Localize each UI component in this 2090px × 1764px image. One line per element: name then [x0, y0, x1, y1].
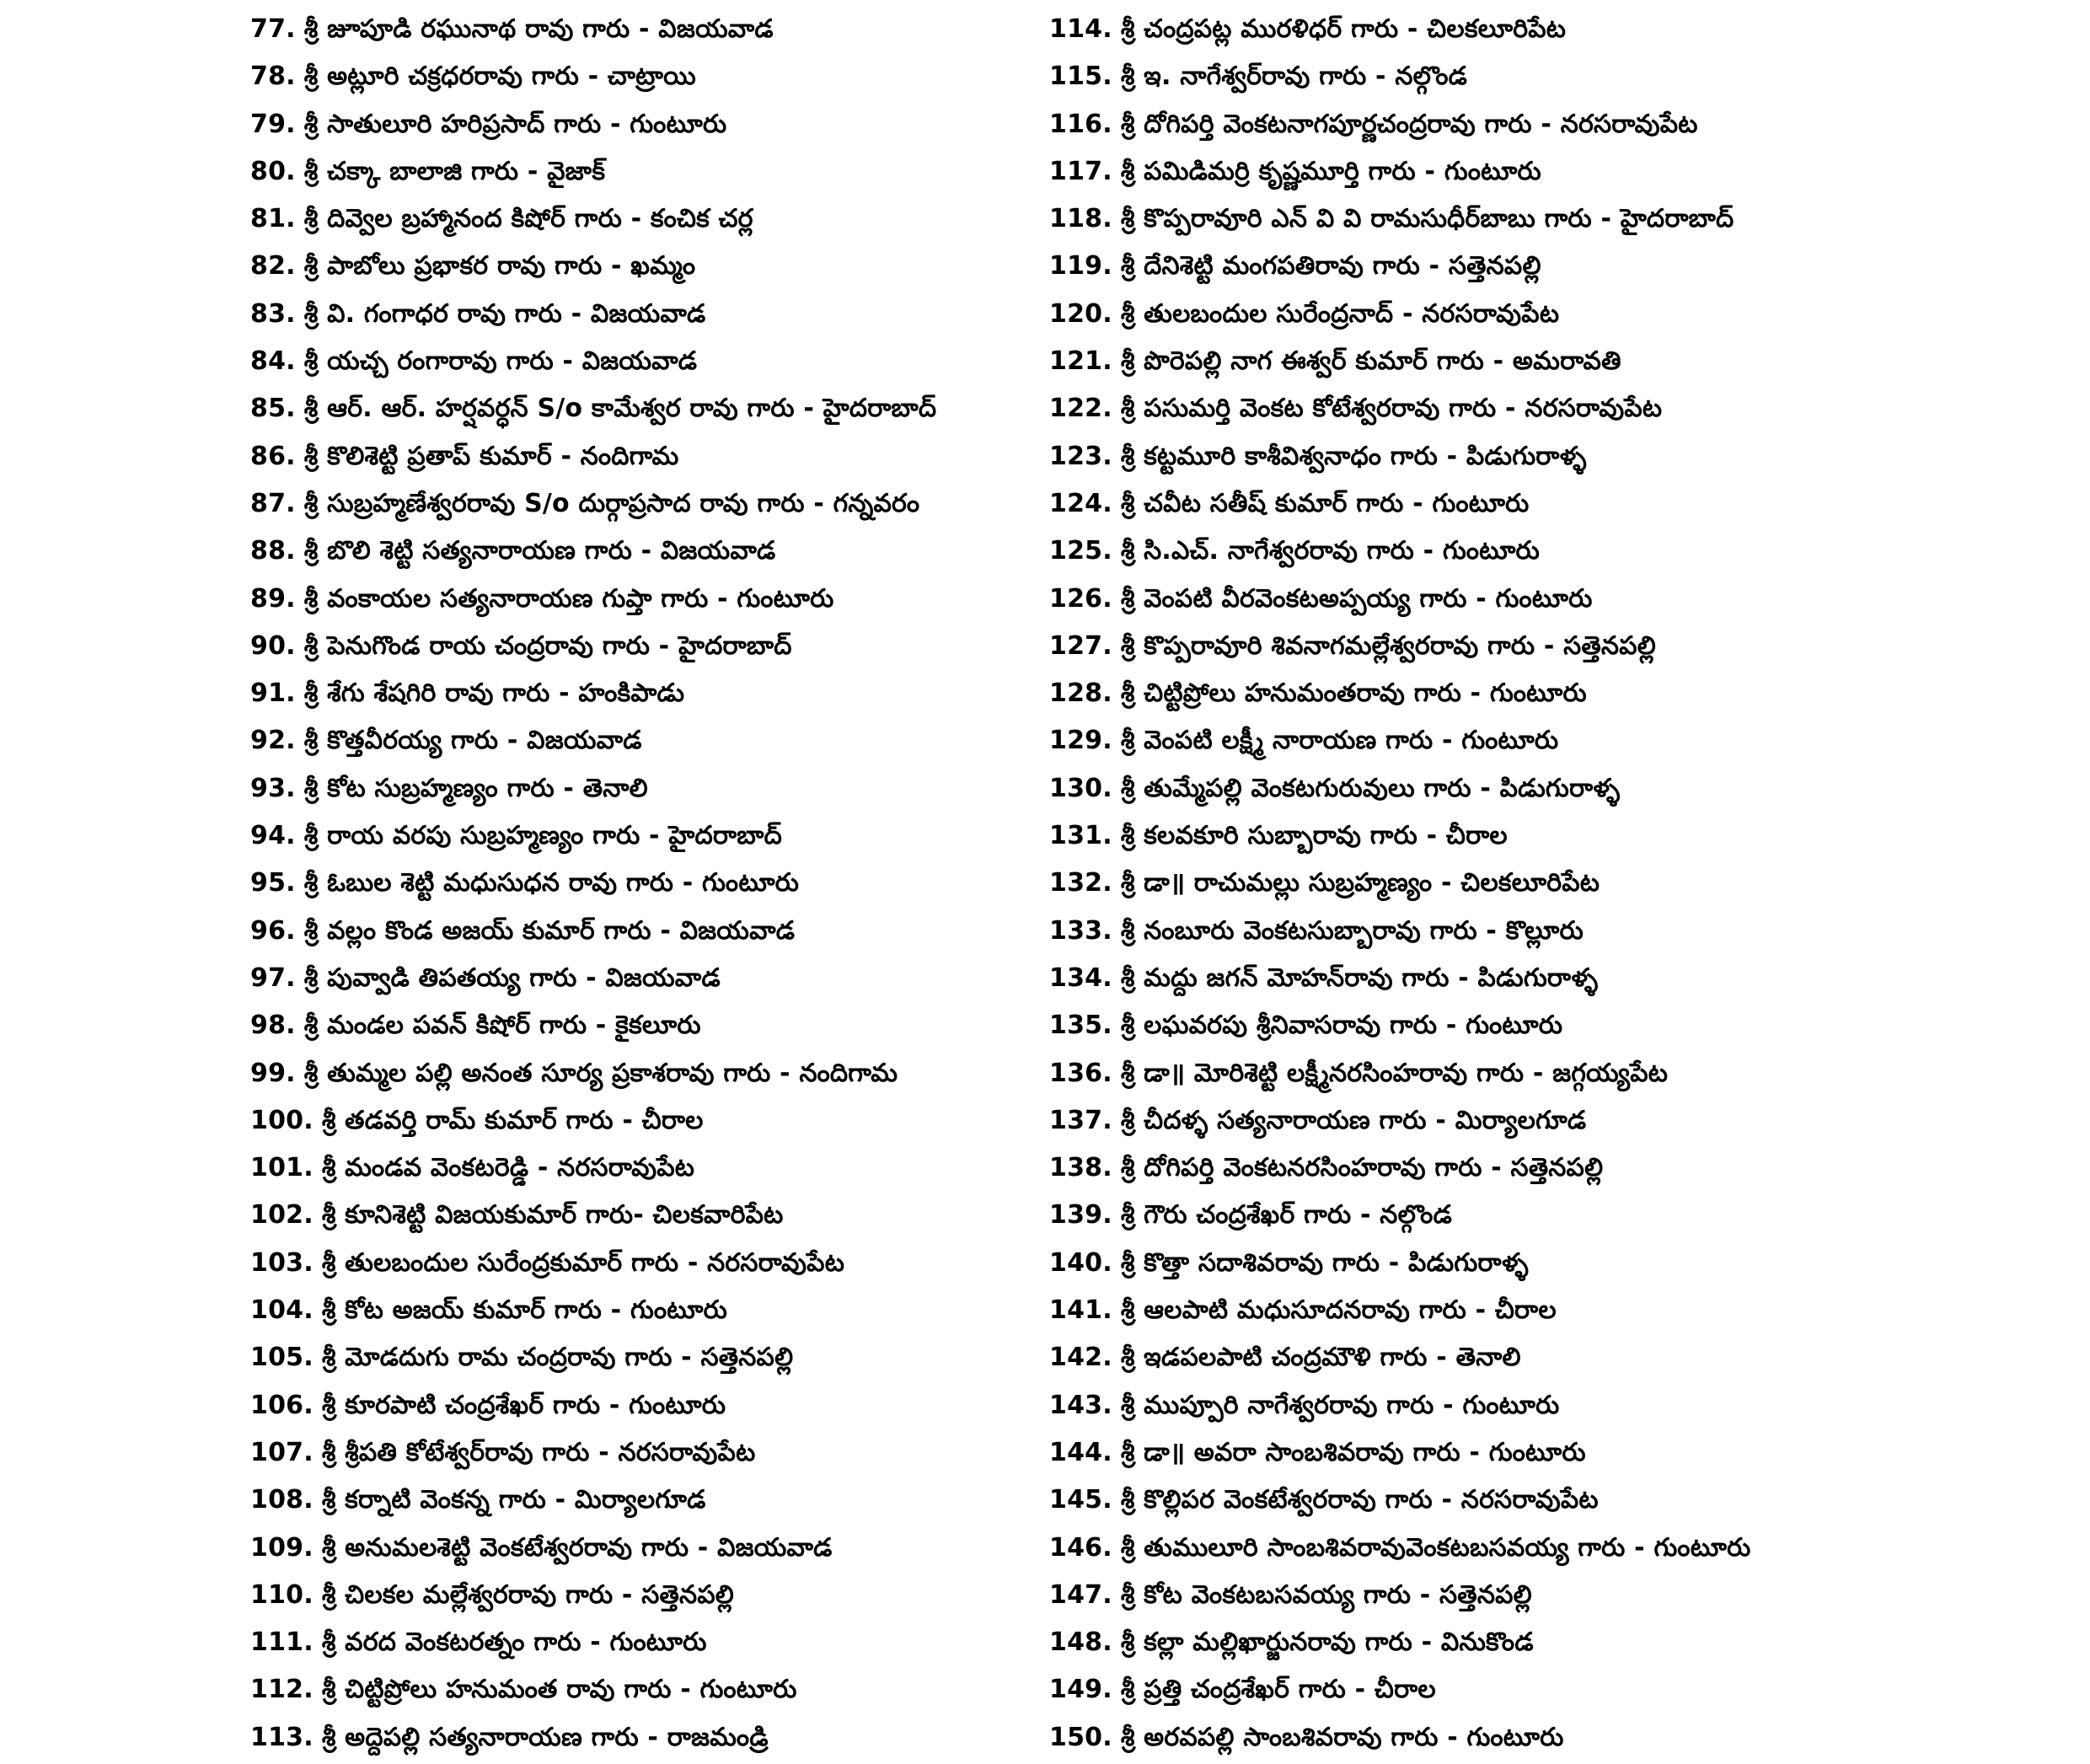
list-item-number: 94.	[250, 821, 296, 851]
list-item-text: శ్రీ ఇడపలపాటి చంద్రమౌళి గారు - తెనాలి	[1120, 1343, 1521, 1373]
list-item-number: 126.	[1049, 583, 1112, 614]
list-item	[1049, 1337, 2061, 1384]
list-item	[1049, 910, 2061, 957]
list-item-text: శ్రీ కోట అజయ్ కుమార్ గారు - గుంటూరు	[321, 1295, 727, 1326]
list-item-text: శ్రీ చంద్రపట్ల మురళిధర్ గారు - చిలకలూరిపేట	[1120, 14, 1567, 44]
list-item-number: 142.	[1049, 1343, 1112, 1373]
list-item	[1049, 104, 2061, 151]
list-item-text: శ్రీ తులబందుల సురేంద్రనాద్ - నరసరావుపేట	[1120, 298, 1560, 329]
donor-list-left-column	[250, 8, 1009, 1764]
list-item-number: 122.	[1049, 394, 1112, 424]
list-item	[250, 530, 1009, 577]
list-item-text: శ్రీ పమిడిమర్రి కృష్ణమూర్తి గారు - గుంటూరు	[1120, 156, 1541, 186]
list-item-number: 84.	[250, 346, 296, 377]
list-item-number: 150.	[1049, 1722, 1112, 1752]
list-item-number: 95.	[250, 868, 296, 898]
list-item-text: శ్రీ సుబ్రహ్మణేశ్వరరావు S/o దుర్గాప్రసాద రావు గారు - గన్నవరం	[303, 488, 920, 518]
list-item	[1049, 1194, 2061, 1241]
list-item-text: శ్రీ కలవకూరి సుబ్బారావు గారు - చీరాల	[1120, 821, 1508, 851]
list-item	[1049, 768, 2061, 815]
list-item	[250, 1669, 1009, 1716]
list-item	[1049, 245, 2061, 292]
list-item-text: శ్రీ తుములూరి సాంబశివరావువెంకటబసవయ్య గారు - గుంటూరు	[1120, 1532, 1751, 1563]
list-item-number: 110.	[250, 1579, 314, 1610]
list-item-text: శ్రీ లఘవరపు శ్రీనివాసరావు గారు - గుంటూరు	[1120, 1011, 1563, 1041]
list-item	[1049, 1432, 2061, 1479]
list-item	[1049, 1479, 2061, 1526]
list-item	[250, 436, 1009, 483]
list-item-text: శ్రీ డా॥ అవరా సాంబశివరావు గారు - గుంటూరు	[1120, 1437, 1586, 1467]
list-item-number: 121.	[1049, 346, 1112, 377]
list-item-number: 125.	[1049, 536, 1112, 566]
list-item	[250, 293, 1009, 340]
list-item	[1049, 1385, 2061, 1432]
list-item-number: 107.	[250, 1437, 314, 1467]
list-item	[1049, 388, 2061, 435]
list-item	[1049, 1053, 2061, 1100]
list-item	[1049, 151, 2061, 198]
list-item-text: శ్రీ కల్లా మల్లిఖార్జునరావు గారు - వినుకొండ	[1120, 1627, 1534, 1658]
list-item-text: శ్రీ కూరపాటి చంద్రశేఖర్ గారు - గుంటూరు	[321, 1390, 726, 1420]
list-item-number: 129.	[1049, 726, 1112, 756]
list-item-text: శ్రీ కొత్తా సదాశివరావు గారు - పిడుగురాళ్ళ	[1120, 1247, 1529, 1278]
list-item	[250, 1289, 1009, 1337]
list-item-number: 104.	[250, 1295, 314, 1326]
list-item-text: శ్రీ మండవ వెంకటరెడ్డి - నరసరావుపేట	[321, 1153, 695, 1183]
list-item-text: శ్రీ పాబోలు ప్రభాకర రావు గారు - ఖమ్మం	[303, 251, 696, 281]
list-item-text: శ్రీ యచ్చ రంగారావు గారు - విజయవాడ	[303, 346, 698, 377]
list-item-text: శ్రీ దేనిశెట్టి మంగపతిరావు గారు - సత్తెనపల్లి	[1120, 251, 1541, 281]
list-item-number: 137.	[1049, 1105, 1112, 1135]
list-item	[1049, 436, 2061, 483]
list-item-number: 96.	[250, 915, 296, 946]
list-item-number: 115.	[1049, 62, 1112, 92]
list-item	[1049, 625, 2061, 673]
list-item	[250, 1242, 1009, 1289]
list-item-number: 134.	[1049, 962, 1112, 993]
list-item-number: 127.	[1049, 630, 1112, 661]
list-item-text: శ్రీ చవీట సతీష్ కుమార్ గారు - గుంటూరు	[1120, 488, 1530, 518]
list-item-number: 89.	[250, 583, 296, 614]
list-item	[250, 1622, 1009, 1669]
list-item-text: శ్రీ దోగిపర్తి వెంకటనరసింహరావు గారు - సత్తెనపల్లి	[1120, 1153, 1604, 1183]
list-item	[1049, 673, 2061, 720]
list-item-number: 112.	[250, 1675, 314, 1705]
list-item-text: శ్రీ గౌరు చంద్రశేఖర్ గారు - నల్గొండ	[1120, 1200, 1452, 1231]
list-item-text: శ్రీ వల్లం కొండ అజయ్ కుమార్ గారు - విజయవాడ	[303, 915, 796, 946]
list-item-number: 85.	[250, 394, 296, 424]
list-item-text: శ్రీ ఓబుల శెట్టి మధుసుధన రావు గారు - గుంటూరు	[303, 868, 800, 898]
list-item	[250, 104, 1009, 151]
list-item	[1049, 1622, 2061, 1669]
list-item	[1049, 1005, 2061, 1052]
list-item-number: 101.	[250, 1153, 314, 1183]
list-item-text: శ్రీ కోట సుబ్రహ్మణ్యం గారు - తెనాలి	[303, 773, 648, 803]
list-item-text: శ్రీ రాయ వరపు సుబ్రహ్మణ్యం గారు - హైదరాబాద్	[303, 821, 782, 851]
list-item-number: 91.	[250, 678, 296, 709]
list-item	[250, 1337, 1009, 1384]
list-item-number: 108.	[250, 1485, 314, 1515]
list-item-text: శ్రీ మండల పవన్ కిషోర్ గారు - కైకలూరు	[303, 1011, 701, 1041]
list-item-text: శ్రీ ఇ. నాగేశ్వర్‌రావు గారు - నల్గొండ	[1120, 62, 1468, 92]
list-item	[250, 673, 1009, 720]
list-item-text: శ్రీ మద్దు జగన్ మోహన్‌రావు గారు - పిడుగురాళ్ళ	[1120, 962, 1599, 993]
list-item-number: 116.	[1049, 109, 1112, 139]
list-item-number: 106.	[250, 1390, 314, 1420]
list-item-text: శ్రీ వెంపటి లక్ష్మీ నారాయణ గారు - గుంటూరు	[1120, 726, 1559, 756]
list-item-number: 90.	[250, 630, 296, 661]
list-item-number: 87.	[250, 488, 296, 518]
list-item-number: 149.	[1049, 1675, 1112, 1705]
list-item-number: 88.	[250, 536, 296, 566]
list-item-number: 99.	[250, 1058, 296, 1088]
list-item	[1049, 1717, 2061, 1764]
list-item-text: శ్రీ వెంపటి వీరవెంకటఅప్పయ్య గారు - గుంటూరు	[1120, 583, 1593, 614]
list-item-text: శ్రీ మోడదుగు రామ చంద్రరావు గారు - సత్తెనపల్లి	[321, 1343, 794, 1373]
list-item	[1049, 1669, 2061, 1716]
list-item-number: 92.	[250, 726, 296, 756]
list-item	[250, 1100, 1009, 1147]
list-item-number: 139.	[1049, 1200, 1112, 1231]
list-item	[250, 910, 1009, 957]
list-item-text: శ్రీ అద్దెపల్లి సత్యనారాయణ గారు - రాజమండ్రి	[321, 1722, 769, 1752]
list-item-text: శ్రీ చిట్టిప్రోలు హనుమంత రావు గారు - గుంటూరు	[321, 1675, 797, 1705]
list-item	[250, 1053, 1009, 1100]
list-item-number: 141.	[1049, 1295, 1112, 1326]
list-item-number: 131.	[1049, 821, 1112, 851]
list-item-text: శ్రీ కొప్పరావూరి శివనాగమల్లేశ్వరరావు గారు - సత్తెనపల్లి	[1120, 630, 1656, 661]
list-item	[1049, 1574, 2061, 1622]
list-item	[1049, 957, 2061, 1005]
list-item-text: శ్రీ ఆర్. ఆర్. హర్షవర్ధన్ S/o కామేశ్వర రావు గారు - హైదరాబాద్	[303, 394, 937, 424]
list-item-number: 145.	[1049, 1485, 1112, 1515]
list-item	[1049, 862, 2061, 909]
list-item-number: 123.	[1049, 441, 1112, 471]
list-item-text: శ్రీ డా॥ రాచుమల్లు సుబ్రహ్మణ్యం - చిలకలూరిపేట	[1120, 868, 1600, 898]
list-item-number: 130.	[1049, 773, 1112, 803]
list-item-text: శ్రీ వంకాయల సత్యనారాయణ గుప్తా గారు - గుంటూరు	[303, 583, 834, 614]
list-item-text: శ్రీ ప్రత్తి చంద్రశేఖర్ గారు - చీరాల	[1120, 1675, 1436, 1705]
list-item-text: శ్రీ తడవర్తి రామ్ కుమార్ గారు - చీరాల	[321, 1105, 704, 1135]
list-item-text: శ్రీ శేగు శేషగిరి రావు గారు - హంకిపాడు	[303, 678, 685, 709]
list-item	[250, 862, 1009, 909]
list-item	[1049, 1527, 2061, 1574]
list-item-number: 82.	[250, 251, 296, 281]
list-item	[250, 957, 1009, 1005]
list-item-number: 105.	[250, 1343, 314, 1373]
list-item	[250, 1194, 1009, 1241]
list-item	[1049, 720, 2061, 767]
list-item	[1049, 815, 2061, 862]
list-item-number: 147.	[1049, 1579, 1112, 1610]
list-item	[250, 1005, 1009, 1052]
list-item-number: 146.	[1049, 1532, 1112, 1563]
list-item	[250, 1717, 1009, 1764]
list-item	[250, 1432, 1009, 1479]
list-item-text: శ్రీ కొత్తవీరయ్య గారు - విజయవాడ	[303, 726, 642, 756]
list-item-text: శ్రీ శ్రీపతి కోటేశ్వర్‌రావు గారు - నరసరావుపేట	[321, 1437, 756, 1467]
list-item-number: 80.	[250, 156, 296, 186]
list-item-text: శ్రీ పసుమర్తి వెంకట కోటేశ్వరరావు గారు - నరసరావుపేట	[1120, 394, 1663, 424]
list-item-text: శ్రీ కోట వెంకటబసవయ్య గారు - సత్తెనపల్లి	[1120, 1579, 1532, 1610]
list-item	[1049, 1100, 2061, 1147]
list-item-text: శ్రీ జూపూడి రఘునాథ రావు గారు - విజయవాడ	[303, 14, 774, 44]
list-item	[250, 483, 1009, 530]
list-item-number: 138.	[1049, 1153, 1112, 1183]
list-item	[1049, 1242, 2061, 1289]
list-item	[250, 151, 1009, 198]
list-item	[1049, 578, 2061, 625]
list-item-number: 119.	[1049, 251, 1112, 281]
list-item-number: 109.	[250, 1532, 314, 1563]
list-item-text: శ్రీ చిట్టిప్రోలు హనుమంతరావు గారు - గుంటూరు	[1120, 678, 1587, 709]
list-item	[250, 768, 1009, 815]
list-item-number: 118.	[1049, 204, 1112, 234]
list-item	[250, 388, 1009, 435]
list-item-number: 113.	[250, 1722, 314, 1752]
list-item-text: శ్రీ డా॥ మోరిశెట్టి లక్ష్మీనరసింహరావు గారు - జగ్గయ్యపేట	[1120, 1058, 1669, 1088]
list-item-text: శ్రీ ముప్పూరి నాగేశ్వరరావు గారు - గుంటూరు	[1120, 1390, 1560, 1420]
list-item	[250, 1574, 1009, 1622]
list-item-text: శ్రీ కొలిశెట్టి ప్రతాప్ కుమార్ - నందిగామ	[303, 441, 679, 471]
list-item-text: శ్రీ చిలకల మల్లేశ్వరరావు గారు - సత్తెనపల్లి	[321, 1579, 735, 1610]
list-item-text: శ్రీ సి.ఎచ్. నాగేశ్వరరావు గారు - గుంటూరు	[1120, 536, 1540, 566]
list-item-number: 148.	[1049, 1627, 1112, 1658]
list-item-text: శ్రీ దివ్వెల బ్రహ్మానంద కిషోర్ గారు - కంచిక చర్ల	[303, 204, 753, 234]
list-item-number: 144.	[1049, 1437, 1112, 1467]
list-item-text: శ్రీ అట్లూరి చక్రధరరావు గారు - చాట్రాయి	[303, 62, 696, 92]
list-item-number: 97.	[250, 962, 296, 993]
list-item-number: 120.	[1049, 298, 1112, 329]
list-item-number: 133.	[1049, 915, 1112, 946]
list-item-number: 81.	[250, 204, 296, 234]
list-item	[250, 340, 1009, 388]
list-item	[1049, 198, 2061, 245]
list-item-text: శ్రీ కొల్లిపర వెంకటేశ్వరరావు గారు - నరసరావుపేట	[1120, 1485, 1599, 1515]
list-item	[250, 815, 1009, 862]
list-item-number: 98.	[250, 1011, 296, 1041]
list-item	[250, 578, 1009, 625]
list-item-number: 83.	[250, 298, 296, 329]
list-item-number: 140.	[1049, 1247, 1112, 1278]
list-item	[250, 1527, 1009, 1574]
list-item-text: శ్రీ పెనుగొండ రాయ చంద్రరావు గారు - హైదరాబాద్	[303, 630, 792, 661]
list-item-number: 114.	[1049, 14, 1112, 44]
list-item	[1049, 56, 2061, 103]
list-item-number: 79.	[250, 109, 296, 139]
list-item-text: శ్రీ తులబందుల సురేంద్రకుమార్ గారు - నరసరావుపేట	[321, 1247, 845, 1278]
list-item-number: 78.	[250, 62, 296, 92]
list-item-text: శ్రీ పువ్వాడి తిపతయ్య గారు - విజయవాడ	[303, 962, 721, 993]
list-item-number: 136.	[1049, 1058, 1112, 1088]
list-item-number: 132.	[1049, 868, 1112, 898]
list-item-number: 103.	[250, 1247, 314, 1278]
list-item	[1049, 1147, 2061, 1194]
list-item-text: శ్రీ తుమ్మల పల్లి అనంత సూర్య ప్రకాశరావు గారు - నందిగామ	[303, 1058, 898, 1088]
list-item	[1049, 293, 2061, 340]
list-item-text: శ్రీ కర్నాటి వెంకన్న గారు - మిర్యాలగూడ	[321, 1485, 706, 1515]
list-item-text: శ్రీ బొలి శెట్టి సత్యనారాయణ గారు - విజయవాడ	[303, 536, 776, 566]
list-item	[250, 1385, 1009, 1432]
list-item-number: 117.	[1049, 156, 1112, 186]
list-item	[250, 198, 1009, 245]
list-item	[250, 1479, 1009, 1526]
list-item-text: శ్రీ కట్టమూరి కాశీవిశ్వనాధం గారు - పిడుగురాళ్ళ	[1120, 441, 1587, 471]
list-item-text: శ్రీ సాతులూరి హరిప్రసాద్ గారు - గుంటూరు	[303, 109, 727, 139]
donor-list-right-column	[1049, 8, 2061, 1764]
list-item-text: శ్రీ అరవపల్లి సాంబశివరావు గారు - గుంటూరు	[1120, 1722, 1564, 1752]
list-item-text: శ్రీ అనుమలశెట్టి వెంకటేశ్వరరావు గారు - విజయవాడ	[321, 1532, 833, 1563]
list-item	[250, 625, 1009, 673]
list-item	[1049, 483, 2061, 530]
list-item	[250, 56, 1009, 103]
list-item	[1049, 1289, 2061, 1337]
list-item-number: 77.	[250, 14, 296, 44]
list-item-text: శ్రీ నంబూరు వెంకటసుబ్బారావు గారు - కొల్లూరు	[1120, 915, 1584, 946]
list-item-number: 93.	[250, 773, 296, 803]
list-item-text: శ్రీ తుమ్మేపల్లి వెంకటగురువులు గారు - పిడుగురాళ్ళ	[1120, 773, 1621, 803]
list-item-text: శ్రీ కొప్పరావూరి ఎన్ వి వి రామసుధీర్‌బాబు గారు - హైదరాబాద్	[1120, 204, 1734, 234]
list-item	[250, 245, 1009, 292]
list-item	[1049, 340, 2061, 388]
list-item	[250, 720, 1009, 767]
list-item-number: 102.	[250, 1200, 314, 1231]
list-item-text: శ్రీ వరద వెంకటరత్నం గారు - గుంటూరు	[321, 1627, 707, 1658]
list-item-text: శ్రీ చీదళ్ళ సత్యనారాయణ గారు - మిర్యాలగూడ	[1120, 1105, 1587, 1135]
list-item-number: 128.	[1049, 678, 1112, 709]
list-item-number: 111.	[250, 1627, 314, 1658]
list-item-text: శ్రీ పొరెపల్లి నాగ ఈశ్వర్ కుమార్ గారు - అమరావతి	[1120, 346, 1621, 377]
list-item-text: శ్రీ కూనిశెట్టి విజయకుమార్ గారు- చిలకవారిపేట	[321, 1200, 784, 1231]
list-item-number: 100.	[250, 1105, 314, 1135]
list-item-number: 86.	[250, 441, 296, 471]
list-item-number: 135.	[1049, 1011, 1112, 1041]
list-item	[1049, 8, 2061, 56]
list-item-text: శ్రీ ఆలపాటి మధుసూదనరావు గారు - చీరాల	[1120, 1295, 1557, 1326]
list-item-text: శ్రీ చక్కా బాలాజి గారు - వైజాక్	[303, 156, 606, 186]
list-item-text: శ్రీ దోగిపర్తి వెంకటనాగపూర్ణచంద్రరావు గారు - నరసరావుపేట	[1120, 109, 1698, 139]
list-item-number: 143.	[1049, 1390, 1112, 1420]
list-item-text: శ్రీ వి. గంగాధర రావు గారు - విజయవాడ	[303, 298, 706, 329]
list-item	[1049, 530, 2061, 577]
list-item	[250, 8, 1009, 56]
list-item-number: 124.	[1049, 488, 1112, 518]
list-item	[250, 1147, 1009, 1194]
